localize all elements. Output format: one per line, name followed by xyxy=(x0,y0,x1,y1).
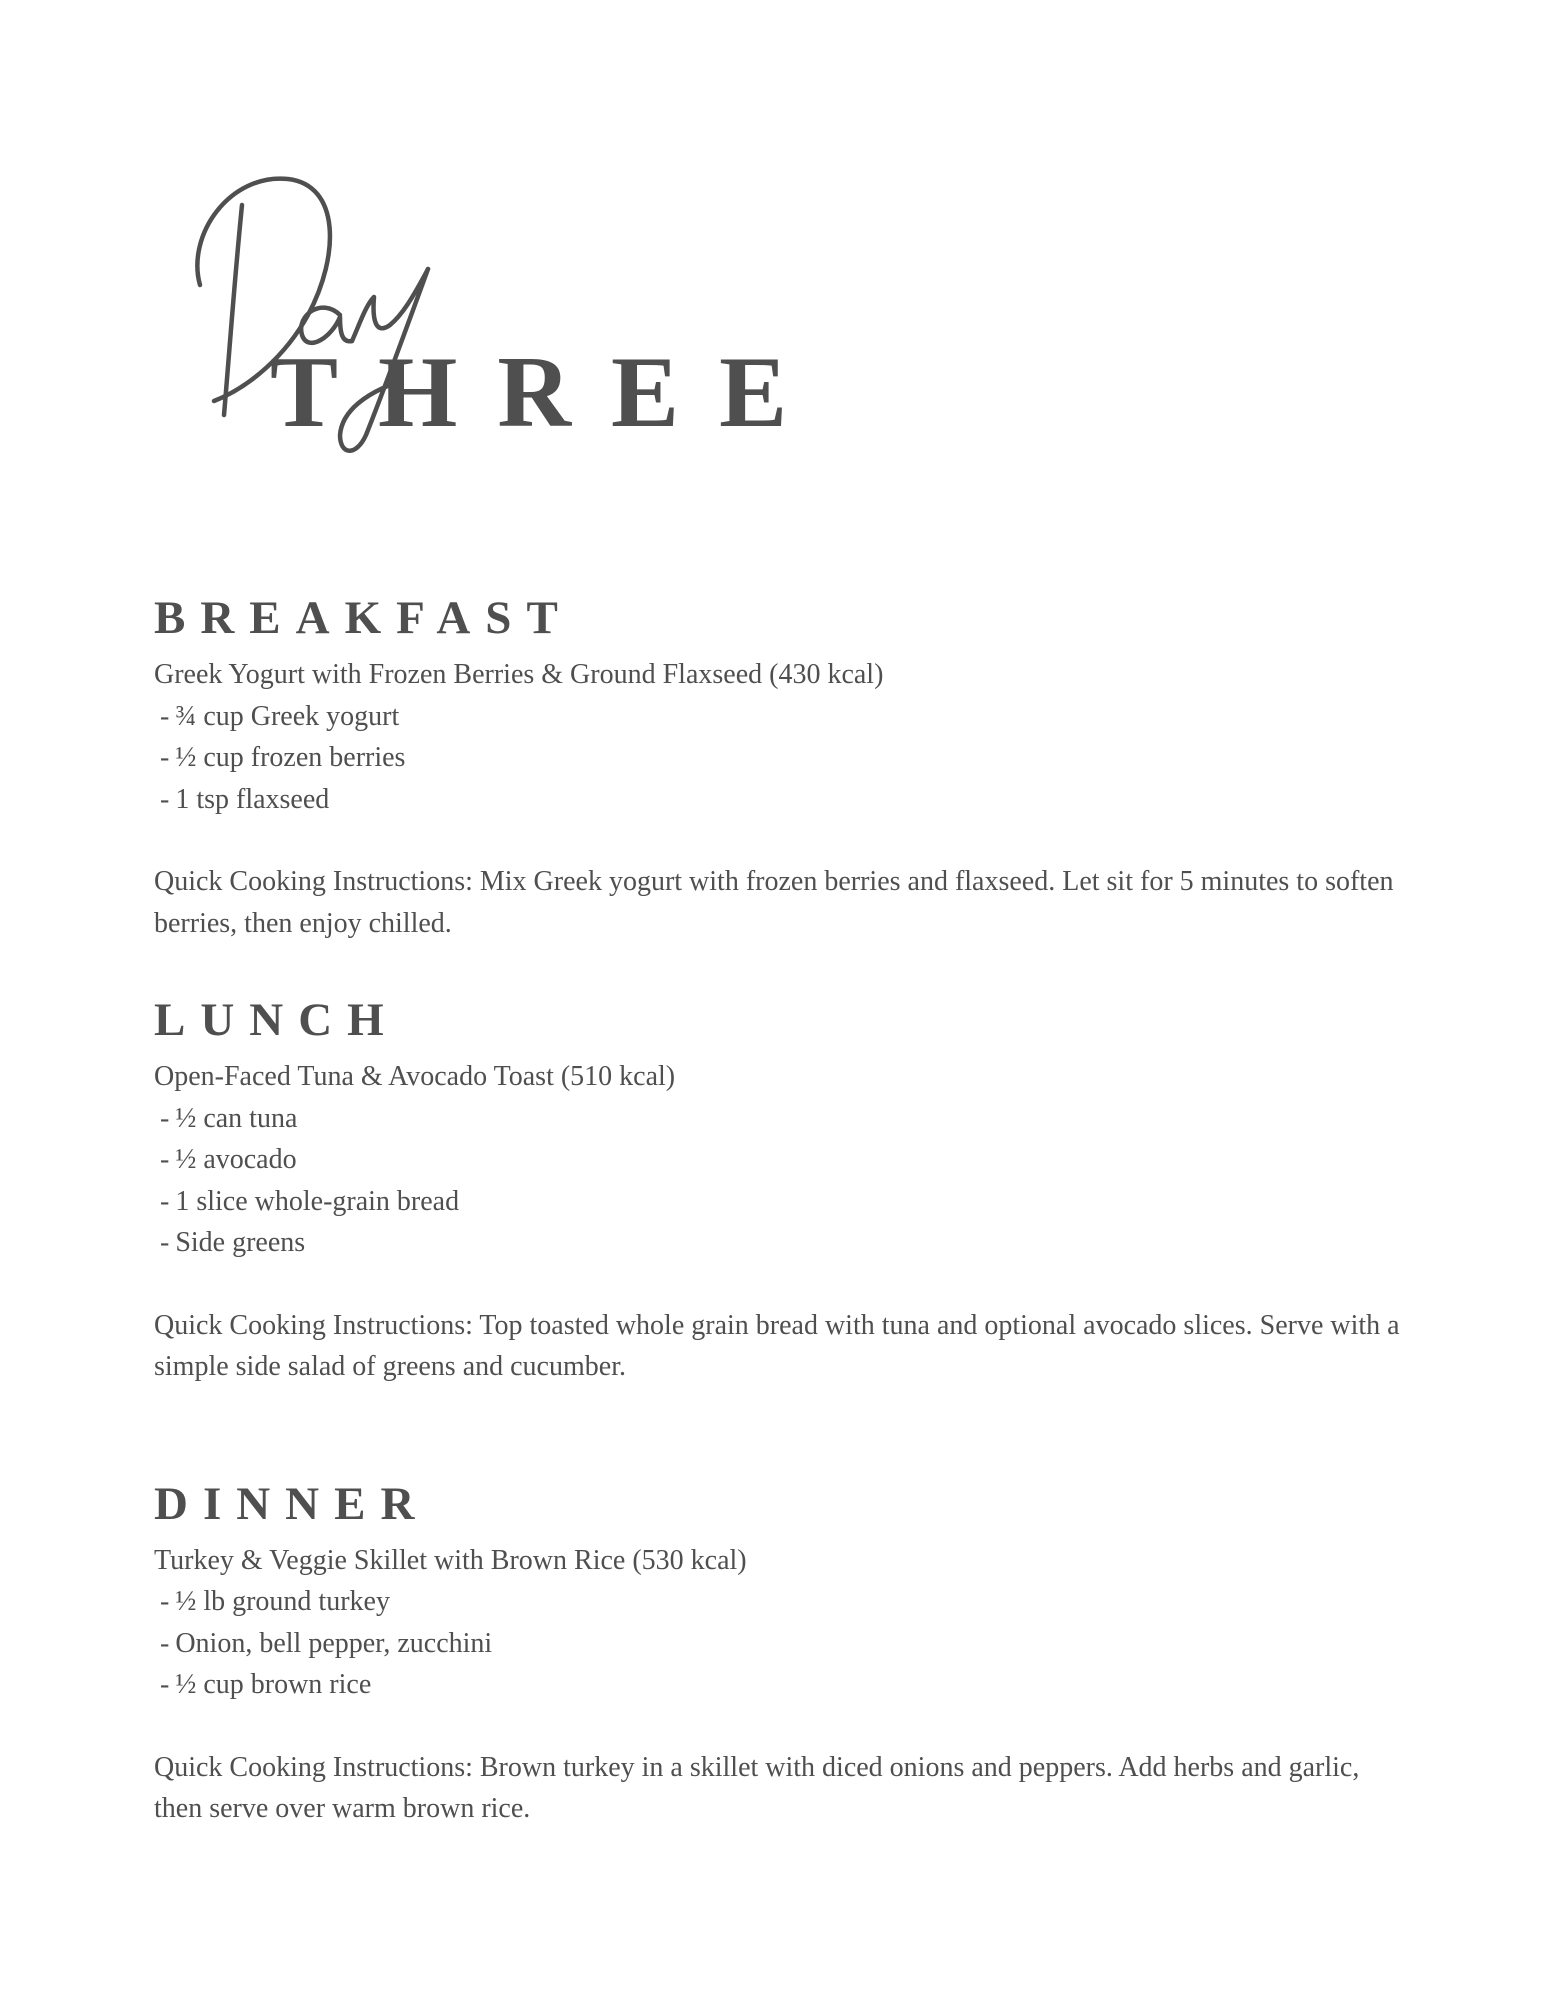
lunch-meal-title: Open-Faced Tuna & Avocado Toast (510 kcal) xyxy=(154,1061,676,1092)
ingredient-item: - ½ cup frozen berries xyxy=(160,742,406,773)
breakfast-section xyxy=(154,590,1414,944)
breakfast-instructions: Quick Cooking Instructions: Mix Greek yogurt with frozen berries and flaxseed. Let sit for 5 minutes to soften berries, then enjoy chilled. xyxy=(154,866,1394,939)
ingredient-text: ½ cup frozen berries xyxy=(175,742,406,773)
ingredient-item: - ¾ cup Greek yogurt xyxy=(160,700,400,732)
ingredient-item: - Side greens xyxy=(160,1227,306,1258)
ingredient-text: ½ lb ground turkey xyxy=(175,1586,390,1617)
dinner-ingredients xyxy=(154,1581,1414,1706)
day-number-heading: THREE xyxy=(270,336,828,449)
lunch-section xyxy=(154,992,1414,1388)
ingredient-item: - 1 tsp flaxseed xyxy=(160,783,330,815)
ingredient-item: - 1 slice whole-grain bread xyxy=(160,1185,460,1217)
ingredient-text: Onion, bell pepper, zucchini xyxy=(175,1627,493,1659)
ingredient-text: ¾ cup Greek yogurt xyxy=(175,700,400,732)
breakfast-ingredients xyxy=(154,696,1414,821)
dinner-heading: DINNER xyxy=(154,1477,430,1530)
dinner-section xyxy=(154,1476,1414,1830)
ingredient-item: - ½ avocado xyxy=(160,1144,297,1175)
lunch-instructions: Quick Cooking Instructions: Top toasted whole grain bread with tuna and optional avocado slices. Serve with a simple side salad of greens and cucumber. xyxy=(154,1309,1400,1382)
ingredient-text: ½ cup brown rice xyxy=(175,1669,372,1700)
page-title-block xyxy=(0,0,1545,520)
ingredient-text: ½ avocado xyxy=(175,1144,297,1175)
dinner-meal-title: Turkey & Veggie Skillet with Brown Rice (530 kcal) xyxy=(154,1544,747,1576)
breakfast-heading: BREAKFAST xyxy=(154,592,573,644)
ingredient-text: 1 tsp flaxseed xyxy=(175,783,330,815)
lunch-heading: LUNCH xyxy=(154,994,399,1046)
ingredient-text: ½ can tuna xyxy=(175,1102,298,1134)
ingredient-item: - ½ can tuna xyxy=(160,1102,298,1134)
ingredient-item: - ½ lb ground turkey xyxy=(160,1586,390,1617)
ingredient-text: Side greens xyxy=(175,1227,306,1258)
meal-plan-content xyxy=(154,590,1414,1830)
ingredient-item: - Onion, bell pepper, zucchini xyxy=(160,1627,493,1659)
breakfast-meal-title: Greek Yogurt with Frozen Berries & Ground Flaxseed (430 kcal) xyxy=(154,659,884,690)
lunch-ingredients xyxy=(154,1098,1414,1264)
dinner-instructions: Quick Cooking Instructions: Brown turkey in a skillet with diced onions and peppers. Add herbs and garlic, then serve over warm brown rice. xyxy=(154,1751,1360,1824)
ingredient-text: 1 slice whole-grain bread xyxy=(175,1185,460,1217)
ingredient-item: - ½ cup brown rice xyxy=(160,1669,372,1700)
